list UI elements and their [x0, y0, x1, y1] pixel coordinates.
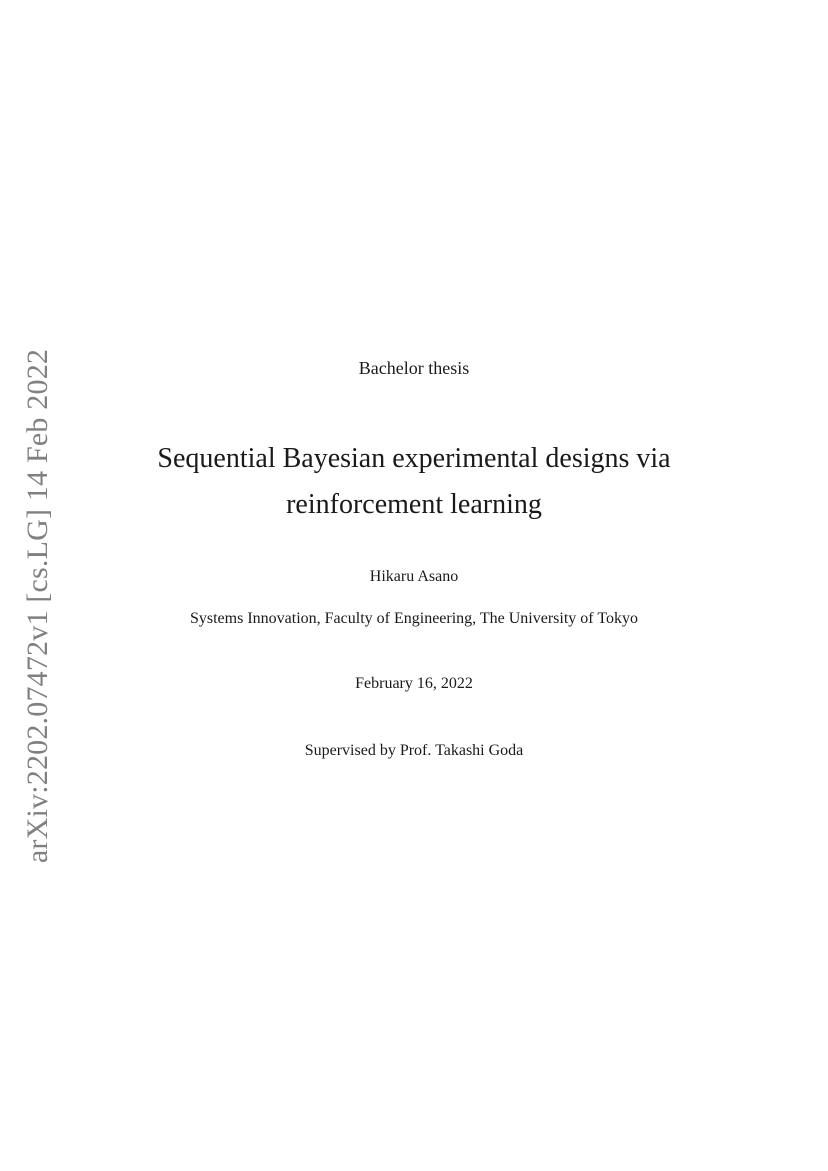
author-affiliation: Systems Innovation, Faculty of Engineering, The University of Tokyo [189, 610, 638, 627]
arxiv-identifier-stamp: arXiv:2202.07472v1 [cs.LG] 14 Feb 2022 [21, 348, 54, 864]
thesis-title-line-2: reinforcement learning [286, 489, 542, 520]
author-name: Hikaru Asano [369, 568, 459, 585]
thesis-title [0, 436, 828, 528]
supervisor-line: Supervised by Prof. Takashi Goda [304, 742, 524, 759]
document-type: Bachelor thesis [358, 358, 470, 378]
publication-date: February 16, 2022 [355, 675, 473, 692]
thesis-title-line-1: Sequential Bayesian experimental designs via [157, 443, 671, 474]
